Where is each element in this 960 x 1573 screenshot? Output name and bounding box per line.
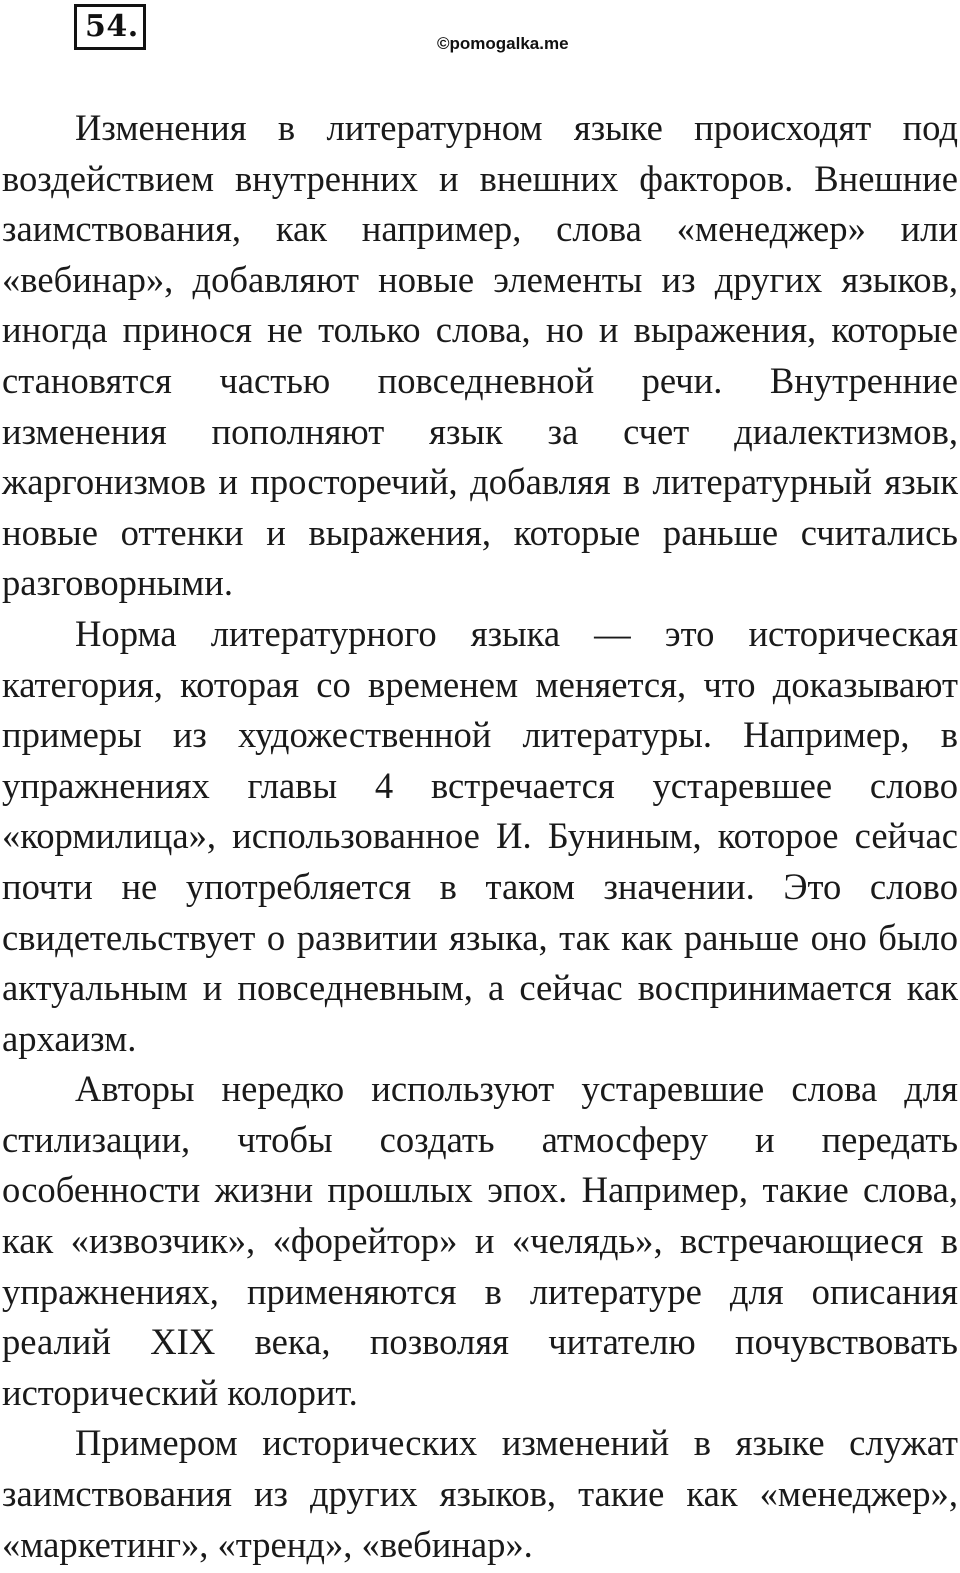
paragraph: Авторы нередко используют устаревшие слова для стилизации, чтобы создать атмосферу и передать особенности жизни прошлых эпох. Например, такие слова, как «извозчик», «форейтор» и «челядь», встречающиеся в упражнениях, применяются в литературе для описания реалий XIX века, позволяя читателю почувствовать исторический колорит. <box>2 1068 958 1413</box>
paragraph: Примером исторических изменений в языке служат заимствования из других языков, такие как «менеджер», «маркетинг», «тренд», «вебинар». <box>2 1422 958 1565</box>
paragraph: Изменения в литературном языке происходят под воздействием внутренних и внешних факторов. Внешние заимствования, как например, слова «менеджер» или «вебинар», добавляют новые элементы из других языков, иногда принося не только слова, но и выражения, которые становятся частью повседневной речи. Внутренние изменения пополняют язык за счет диалектизмов, жаргонизмов и просторечий, добавляя в литературный язык новые оттенки и выражения, которые раньше считались разговорными. <box>2 107 958 604</box>
task-number-badge: 54. <box>74 4 146 50</box>
paragraph: Норма литературного языка — это историческая категория, которая со временем меняется, что доказывают примеры из художественной литературы. Например, в упражнениях главы 4 встречается устаревшее слово «кормилица», использованное И. Буниным, которое сейчас почти не употребляется в таком значении. Это слово свидетельствует о развитии языка, так как раньше оно было актуальным и повседневным, а сейчас воспринимается как архаизм. <box>2 612 958 1059</box>
watermark: ©pomogalka.me <box>437 34 569 53</box>
answer-text <box>2 103 958 1570</box>
page-header <box>0 0 960 100</box>
